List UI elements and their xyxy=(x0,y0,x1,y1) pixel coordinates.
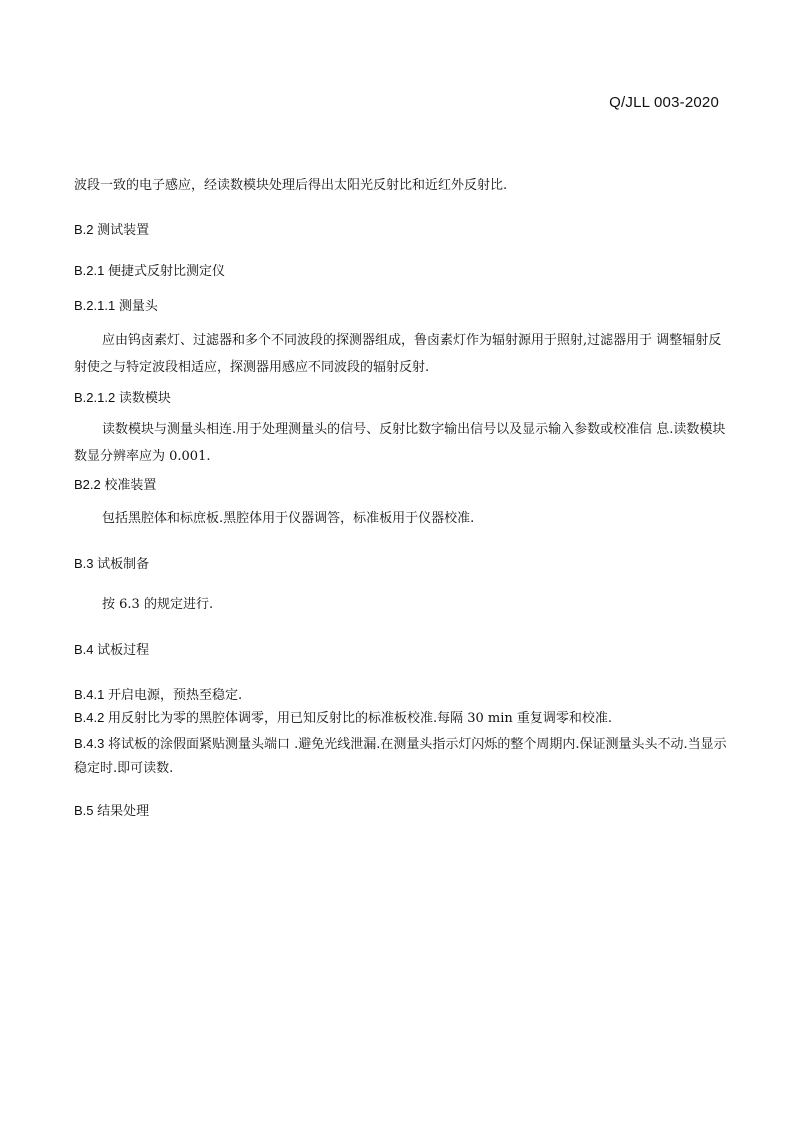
heading-number: B.5 xyxy=(74,803,94,818)
paragraph-line: 数显分辨率应为 0.001. xyxy=(74,449,211,464)
document-code: Q/JLL 003-2020 xyxy=(609,94,719,111)
item-number: B.4.2 xyxy=(74,710,105,725)
heading-title: 试板过程 xyxy=(97,643,150,658)
paragraph-b211 xyxy=(74,327,724,381)
paragraph-line: 射使之与特定波段相适应，探测器用感应不同波段的辐射反射. xyxy=(74,360,430,375)
heading-title: 便捷式反射比测定仪 xyxy=(107,264,225,279)
heading-title: 结果处理 xyxy=(97,804,150,819)
item-b41 xyxy=(74,684,724,707)
heading-title: 读数模块 xyxy=(118,391,171,406)
heading-number: B.2.1 xyxy=(74,263,105,278)
heading-number: B2.2 xyxy=(74,477,101,492)
paragraph-b22: 包括黑腔体和标庶板.黑腔体用于仪器调答，标准板用于仪器校准. xyxy=(102,511,475,526)
intro-text: 波段一致的电子感应，经读数模块处理后得出太阳光反射比和近红外反射比. xyxy=(74,178,508,193)
heading-title: 测量头 xyxy=(118,299,158,314)
item-text: 用反射比为零的黑腔体调零，用已知反射比的标准板校准.每隔 30 min 重复调零和校准. xyxy=(107,711,613,726)
heading-b3 xyxy=(74,553,724,576)
heading-title: 试板制备 xyxy=(97,557,150,572)
heading-b4 xyxy=(74,639,724,662)
heading-title: 校准装置 xyxy=(104,478,157,493)
heading-number: B.3 xyxy=(74,556,94,571)
item-number: B.4.3 xyxy=(74,736,105,751)
heading-number: B.4 xyxy=(74,642,94,657)
heading-b5 xyxy=(74,800,724,823)
heading-b22 xyxy=(74,474,724,497)
item-b42 xyxy=(74,707,724,730)
paragraph-line: 应由钨卤素灯、过滤器和多个不同波段的探测器组成，鲁卤素灯作为辐射源用于照射,过滤器用于 调整辐射反 xyxy=(102,333,722,348)
item-text: 开启电源，预热至稳定. xyxy=(107,688,243,703)
heading-b21 xyxy=(74,260,724,283)
item-b43 xyxy=(74,733,727,756)
paragraph-b212 xyxy=(74,416,724,470)
heading-number: B.2 xyxy=(74,222,94,237)
item-text: 将试板的涂假面紧贴测量头端口 .避免光线泄漏.在测量头指示灯闪烁的整个周期内.保证测量头头不动.当显示 xyxy=(107,737,727,752)
heading-b2 xyxy=(74,219,724,242)
paragraph-line: 读数模块与测量头相连.用于处理测量头的信号、反射比数字输出信号以及显示输入参数或校准信 息.读数模块 xyxy=(102,422,726,437)
heading-number: B.2.1.1 xyxy=(74,298,116,313)
item-number: B.4.1 xyxy=(74,687,105,702)
heading-b211 xyxy=(74,295,724,318)
paragraph-b3: 按 6.3 的规定进行. xyxy=(102,597,214,612)
heading-number: B.2.1.2 xyxy=(74,390,116,405)
item-b43-continuation: 稳定时.即可读数. xyxy=(74,761,174,776)
heading-b212 xyxy=(74,387,724,410)
heading-title: 测试装置 xyxy=(97,223,150,238)
